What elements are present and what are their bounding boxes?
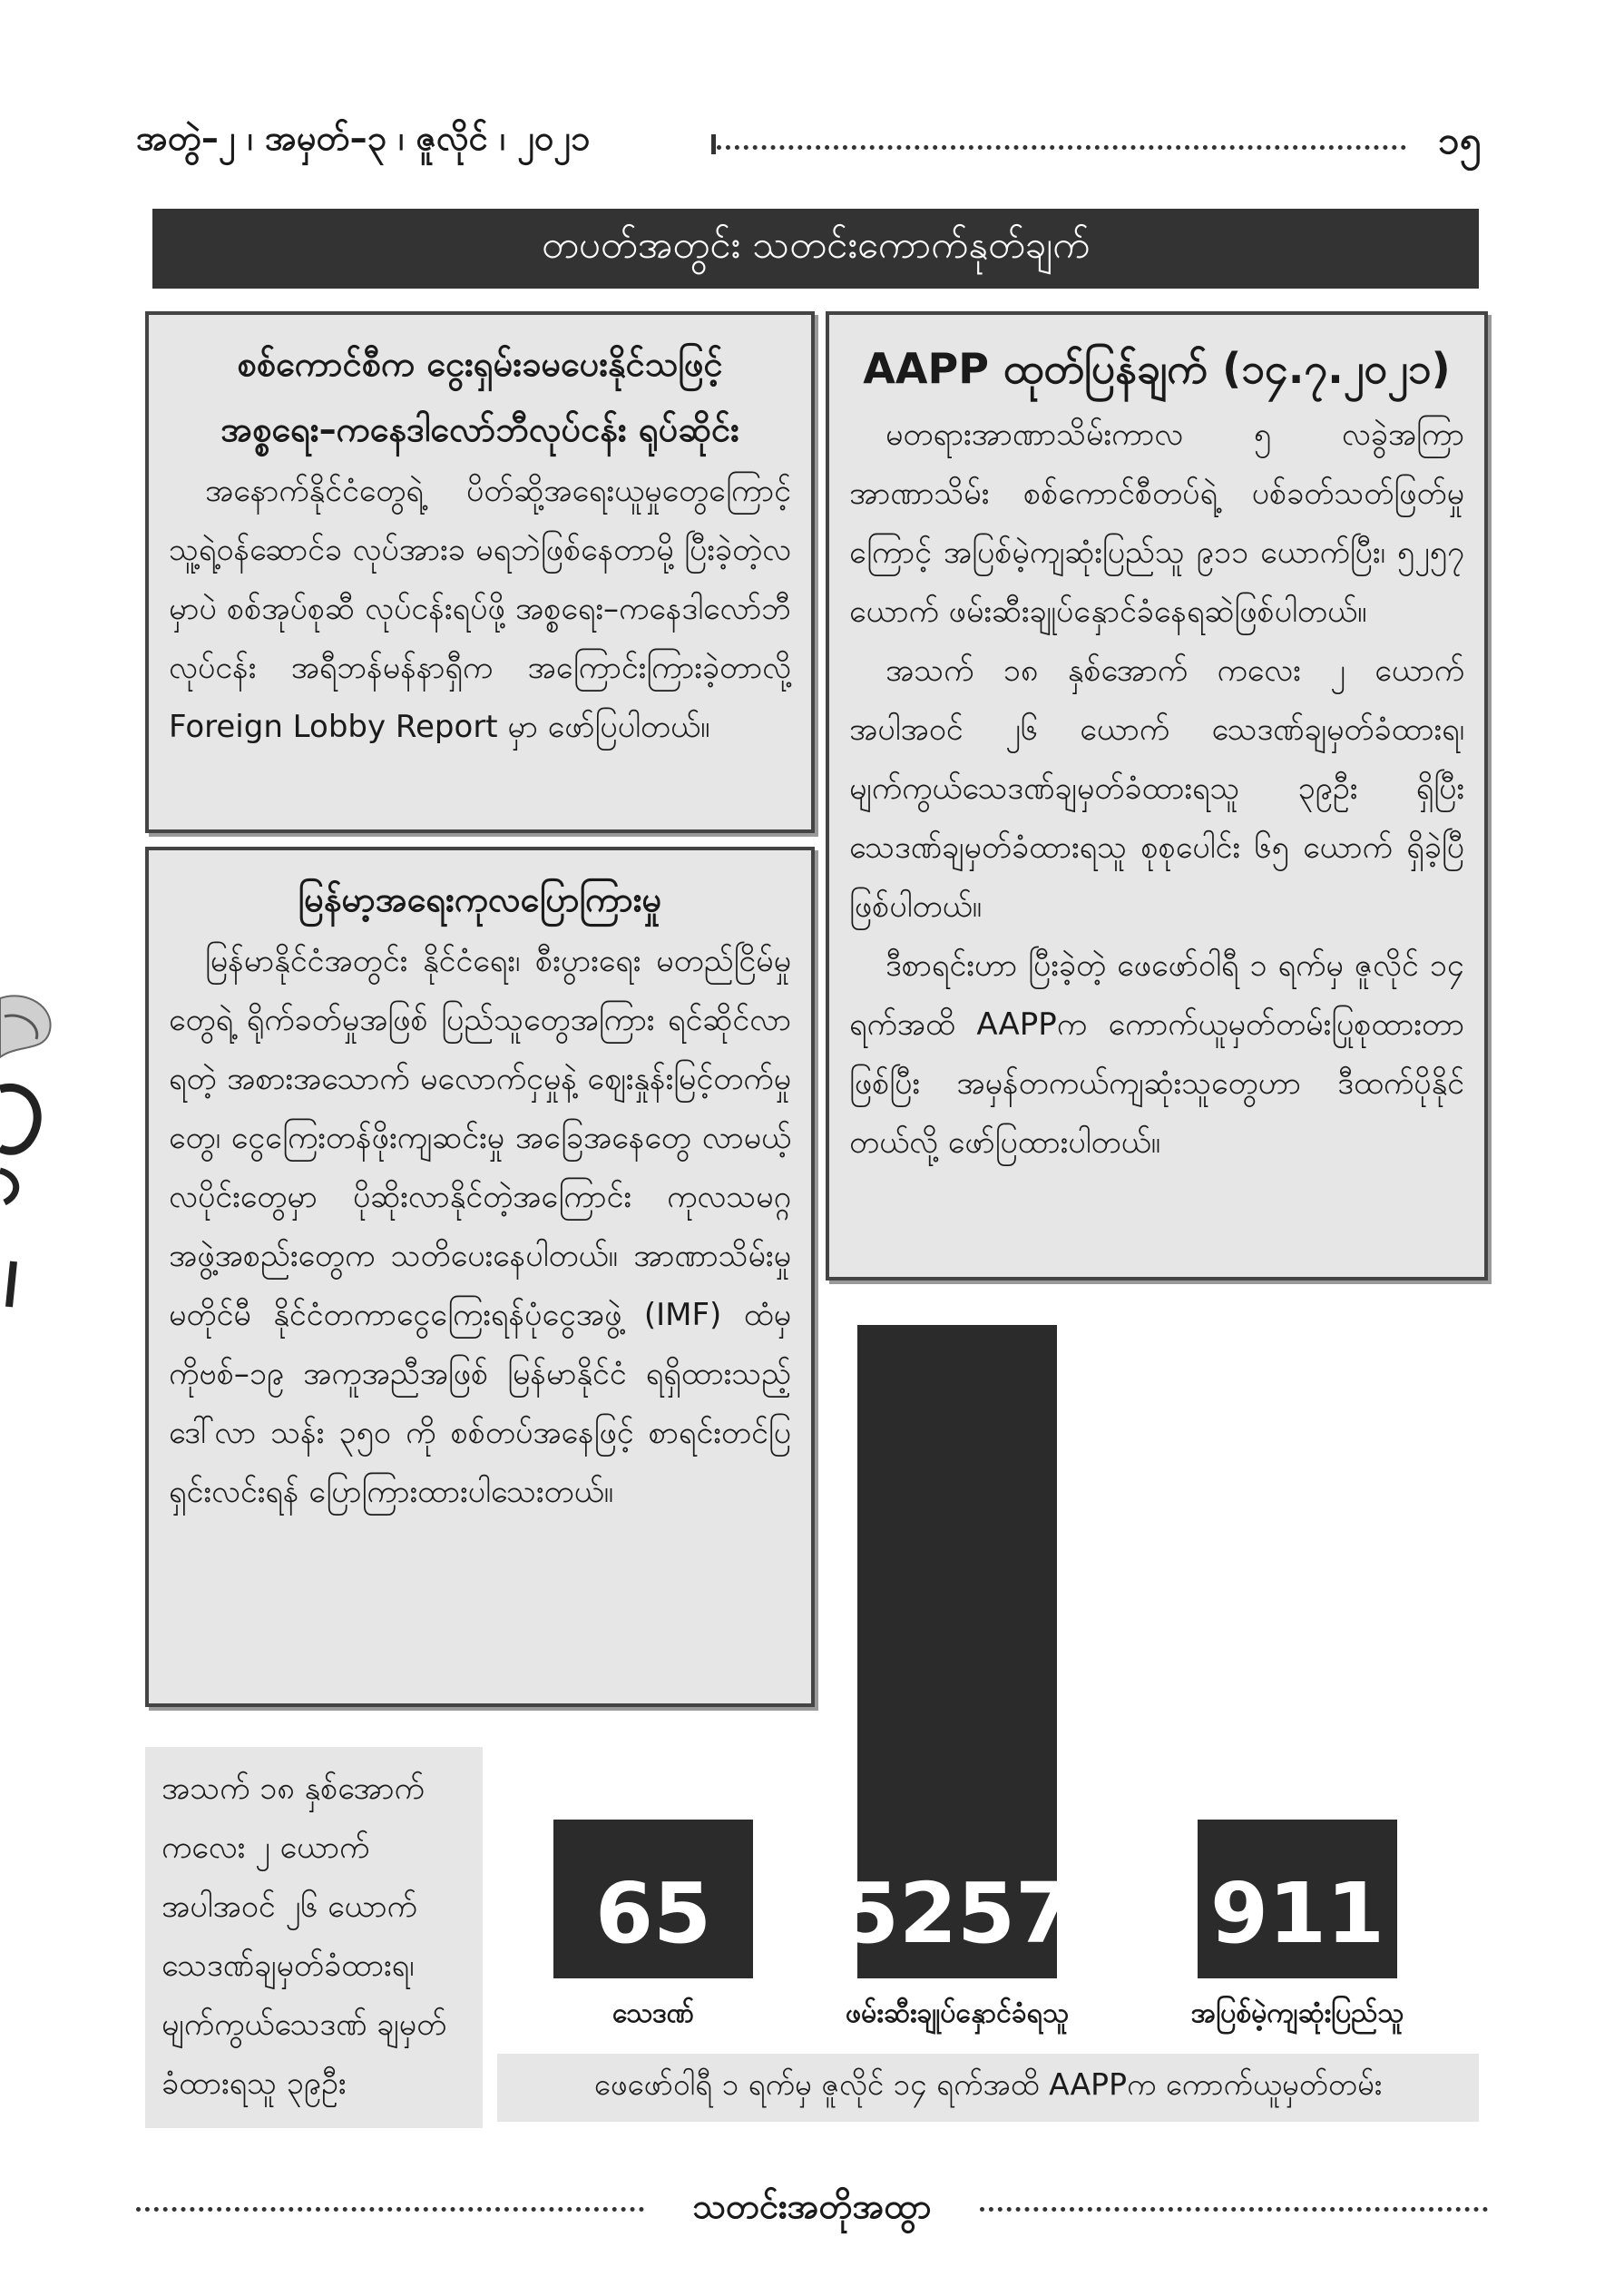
article-aapp-title: AAPP ထုတ်ပြန်ချက် (၁၄.၇.၂၀၂၁) — [863, 344, 1451, 393]
bar-value-label: 65 — [594, 1865, 712, 1962]
issue-info: အတွဲ–၂ ၊ အမှတ်–၃ ၊ ဇူလိုင် ၊ ၂၀၂၁ — [136, 118, 591, 158]
header-dotted-rule — [717, 145, 1406, 150]
bar-category-label: သေဒဏ် — [612, 1997, 694, 2029]
bar-category-label: အပြစ်မဲ့ကျဆုံးပြည်သူ — [1190, 1997, 1404, 2029]
article-aapp-paragraph: ဒီစာရင်းဟာ ပြီးခဲ့တဲ့ ဖေဖော်ဝါရီ ၁ ရက်မှ ဇူလိုင် ၁၄ ရက်အထိ AAPPက ကောက်ယူမှတ်တမ်းပြုစုထားတာဖြစ်ပြီး အမှန်တကယ်ကျဆုံးသူတွေဟာ ဒီထက်ပိုနိုင်တယ်လို့ ဖော်ပြထားပါတယ်။ — [849, 947, 1464, 1161]
footer-dotted-rule-right — [980, 2207, 1488, 2212]
bar-value-label: 5257 — [840, 1865, 1074, 1962]
footer-dotted-rule-left — [136, 2207, 644, 2212]
article-lobby-title-line1: စစ်ကောင်စီက ငွေးရှမ်းခမပေးနိုင်သဖြင့် — [237, 344, 723, 384]
article-lobby-body: အနောက်နိုင်ငံတွေရဲ့ ပိတ်ဆို့အရေးယူမှုတွေကြောင့် သူ့ရဲ့ဝန်ဆောင်ခ လုပ်အားခ မရဘဲဖြစ်နေတာမို့ ပြီးခဲ့တဲ့လမှာပဲ စစ်အုပ်စုဆီ လုပ်ငန်းရပ်ဖို့ အစ္စရေး–ကနေဒါလော်ဘီလုပ်ငန်း အရီဘန်မန်နာရှီက အကြောင်းကြားခဲ့တာလို့ Foreign Lobby Report မှာ ဖော်ပြပါတယ်။ — [169, 473, 791, 745]
article-un-body: မြန်မာနိုင်ငံအတွင်း နိုင်ငံရေး၊ စီးပွားရေး မတည်ငြိမ်မှုတွေရဲ့ ရိုက်ခတ်မှုအဖြစ် ပြည်သူတွေအကြား ရင်ဆိုင်လာရတဲ့ အစားအသောက် မလောက်ငှမှုနဲ့ ဈေးနှုန်းမြင့်တက်မှုတွေ၊ ငွေကြေးတန်ဖိုးကျဆင်းမှု အခြေအနေတွေ လာမယ့်လပိုင်းတွေမှာ ပိုဆိုးလာနိုင်တဲ့အကြောင်း ကုလသမဂ္ဂ အဖွဲ့အစည်းတွေက သတိပေးနေပါတယ်။ အာဏာသိမ်းမှုမတိုင်မီ နိုင်ငံတကာငွေကြေးရန်ပုံငွေအဖွဲ့ (IMF) ထံမှ ကိုဗစ်–၁၉ အကူအညီအဖြစ် မြန်မာနိုင်ငံ ရရှိထားသည့် ဒေါ်လာ သန်း ၃၅၀ ကို စစ်တပ်အနေဖြင့် စာရင်းတင်ပြရှင်းလင်းရန် ပြောကြားထားပါသေးတယ်။ — [169, 943, 791, 1510]
chart-side-note: အသက် ၁၈ နှစ်အောက် ကလေး ၂ ယောက် အပါအဝင် ၂၆ ယောက် သေဒဏ်ချမှတ်ခံထားရ၊ မျက်ကွယ်သေဒဏ် ချမှတ်ခံထားရသူ ၃၉ဦး — [145, 1747, 483, 2128]
aapp-bar-chart — [508, 1307, 1479, 2051]
article-un-title: မြန်မာ့အရေးကုလပြောကြားမှု — [298, 879, 662, 919]
header-rule-cap — [711, 134, 716, 154]
section-title-banner — [152, 209, 1479, 289]
footer-title: သတင်းအတိုအထွာ — [692, 2186, 932, 2226]
article-lobby — [145, 311, 815, 833]
chart-caption — [497, 2054, 1479, 2122]
article-aapp-paragraph: အသက် ၁၈ နှစ်အောက် ကလေး ၂ ယောက် အပါအဝင် ၂၆ ယောက် သေဒဏ်ချမှတ်ခံထားရ၊ မျက်ကွယ်သေဒဏ်ချမှတ်ခံထားရသူ ၃၉ဦး ရှိပြီး သေဒဏ်ချမှတ်ခံထားရသူ စုစုပေါင်း ၆၅ ယောက် ရှိခဲ့ပြီ ဖြစ်ပါတယ်။ — [849, 652, 1464, 925]
margin-sketch-illustration — [0, 989, 64, 1316]
chart-caption-text: ဖေဖော်ဝါရီ ၁ ရက်မှ ဇူလိုင် ၁၄ ရက်အထိ AAPPက ကောက်ယူမှတ်တမ်း — [593, 2066, 1383, 2102]
article-aapp-paragraph: မတရားအာဏာသိမ်းကာလ ၅ လခွဲအကြာ အာဏာသိမ်း စစ်ကောင်စီတပ်ရဲ့ ပစ်ခတ်သတ်ဖြတ်မှုကြောင့် အပြစ်မဲ့ကျဆုံးပြည်သူ ၉၁၁ ယောက်ပြီး၊ ၅၂၅၇ ယောက် ဖမ်းဆီးချုပ်နှောင်ခံနေရဆဲဖြစ်ပါတယ်။ — [849, 417, 1464, 630]
bar-value-label: 911 — [1209, 1865, 1385, 1962]
section-title: တပတ်အတွင်း သတင်းကောက်နုတ်ချက် — [541, 222, 1091, 267]
article-lobby-title-line2: အစ္စရေး–ကနေဒါလော်ဘီလုပ်ငန်း ရုပ်ဆိုင်း — [220, 409, 739, 449]
article-aapp — [826, 311, 1488, 1280]
page-number: ၁၅ — [1438, 118, 1482, 162]
bar-category-label: ဖမ်းဆီးချုပ်နှောင်ခံရသူ — [845, 1997, 1070, 2029]
